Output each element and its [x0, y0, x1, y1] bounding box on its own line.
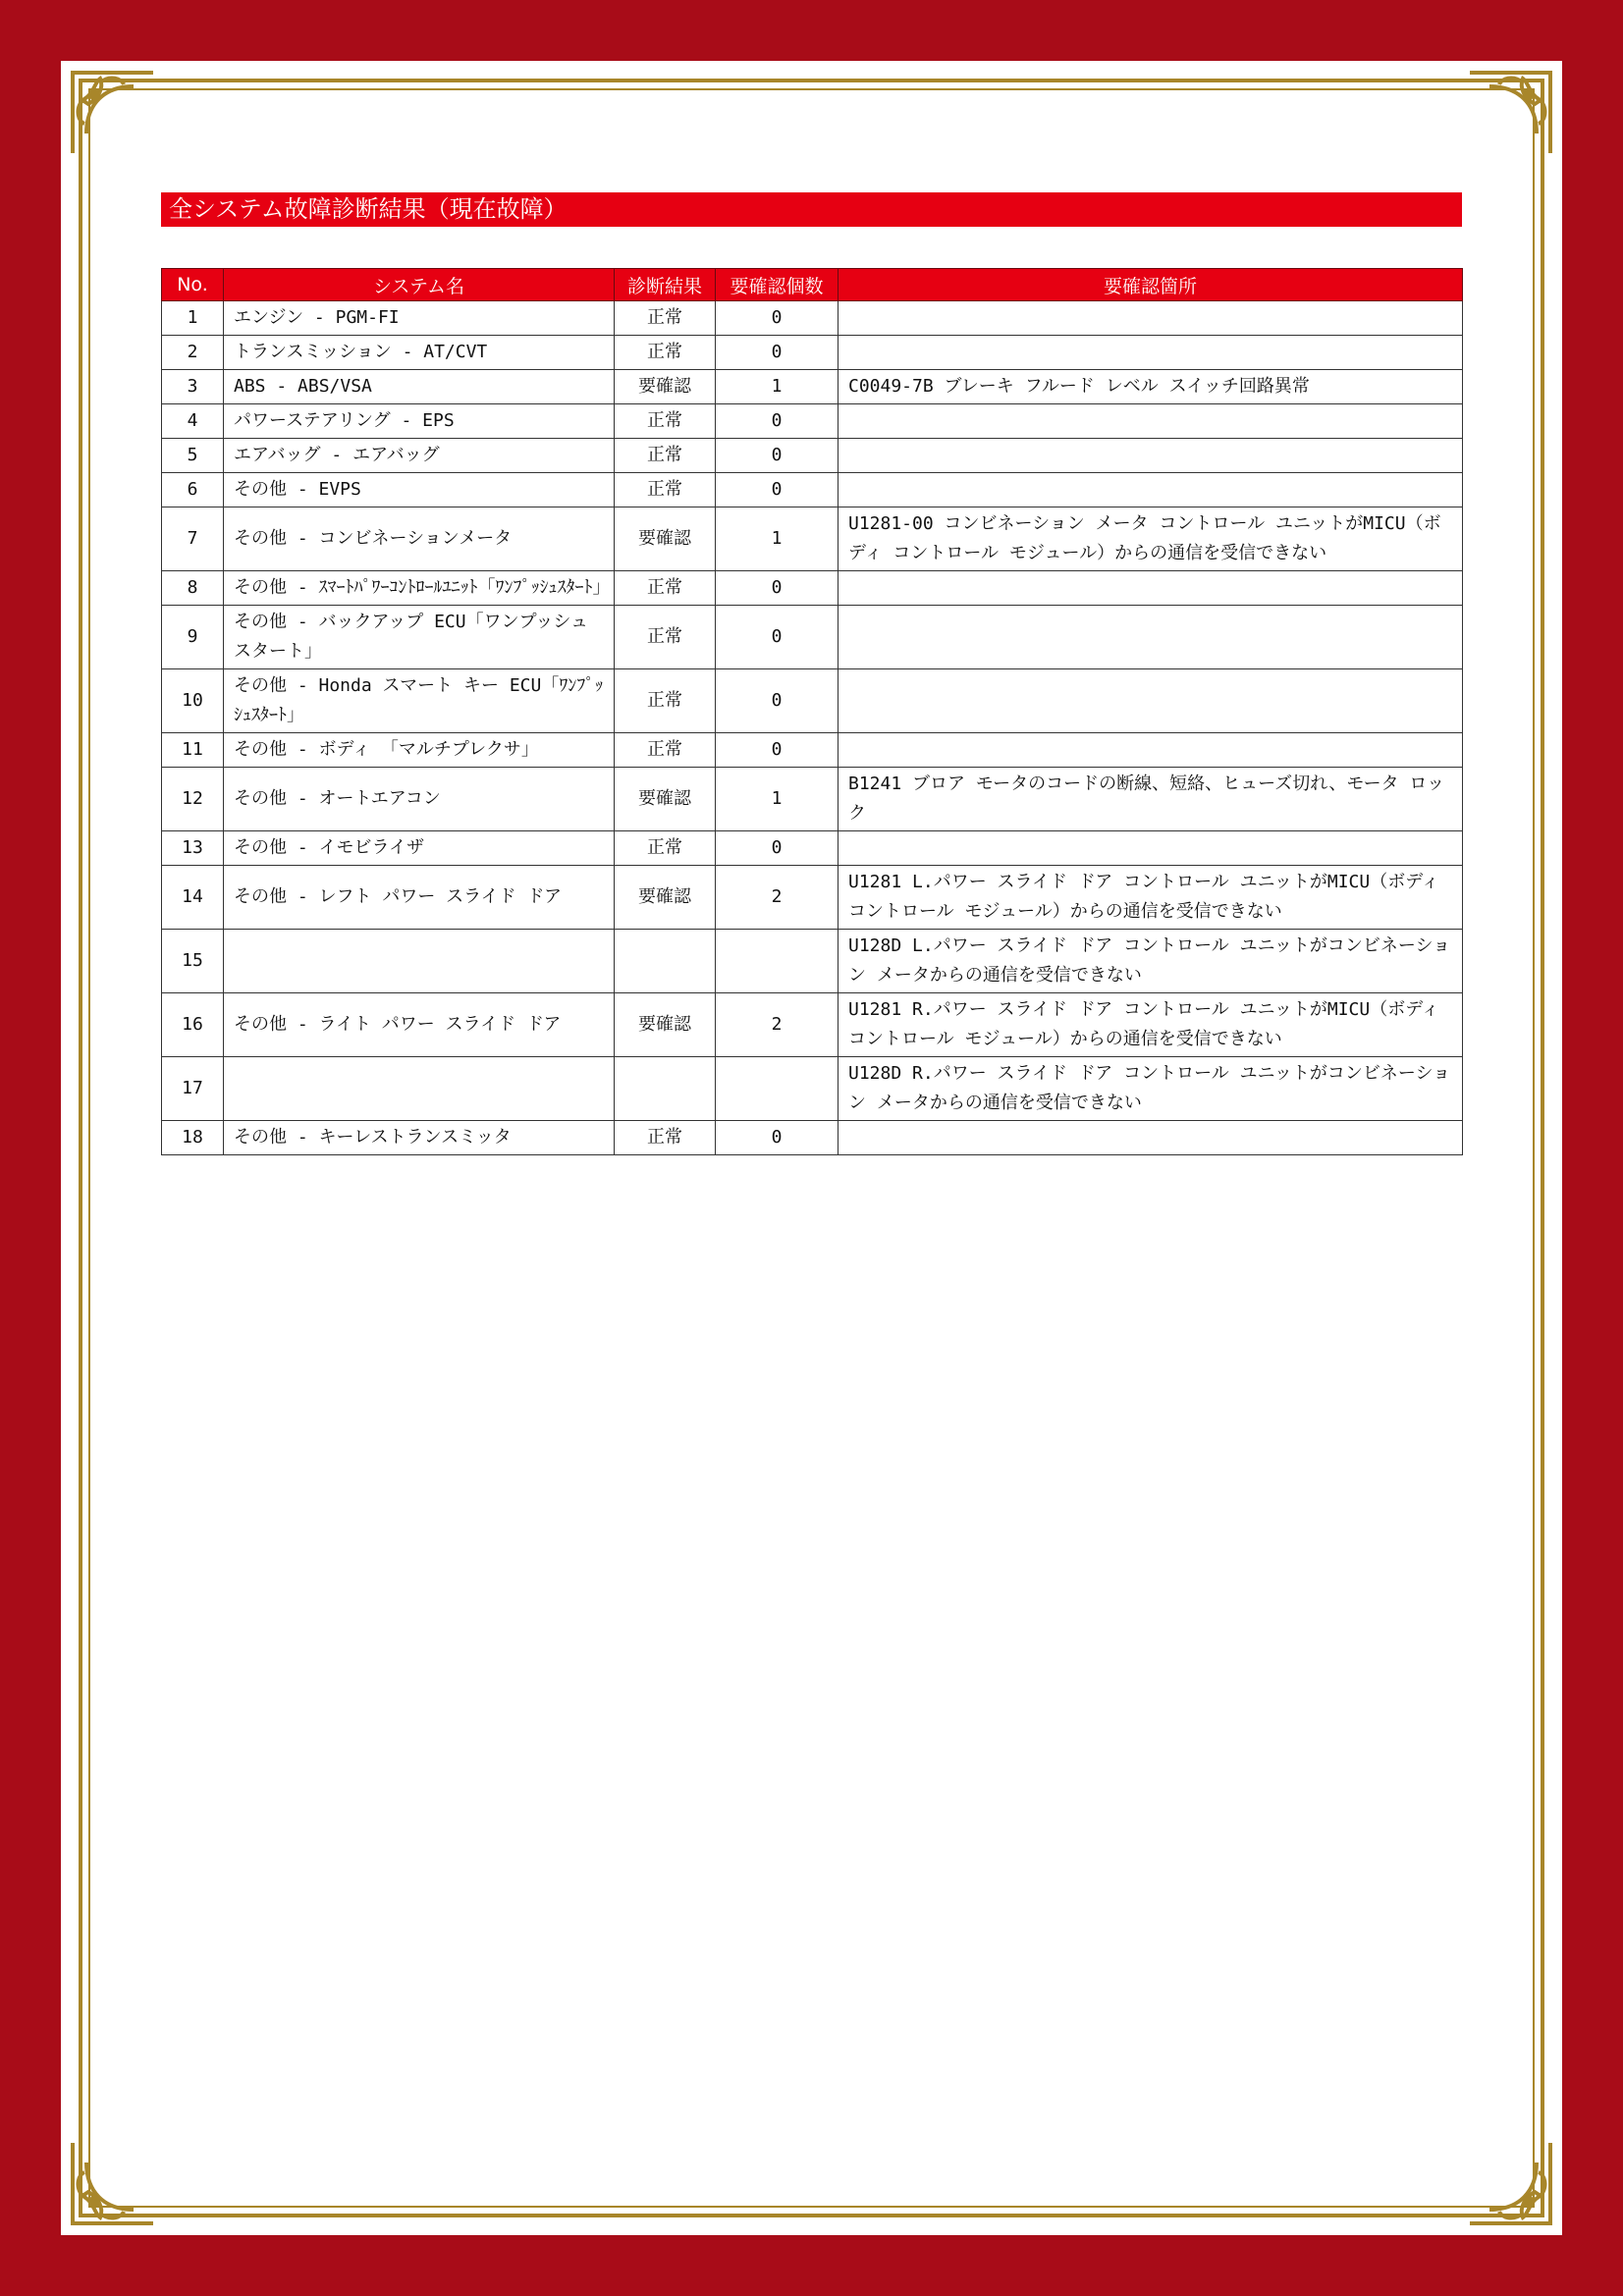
cell-detail	[839, 404, 1463, 439]
table-row	[162, 571, 1463, 606]
cell-result: 正常	[615, 439, 716, 473]
cell-system	[224, 1057, 615, 1121]
table-row	[162, 866, 1463, 930]
cell-system: その他 - イモビライザ	[224, 831, 615, 866]
cell-result: 正常	[615, 669, 716, 733]
cell-no: 11	[162, 733, 224, 768]
cell-no: 1	[162, 301, 224, 336]
table-row	[162, 930, 1463, 993]
cell-system: その他 - バックアップ ECU「ワンプッシュスタート」	[224, 606, 615, 669]
cell-result	[615, 930, 716, 993]
cell-count: 0	[716, 831, 839, 866]
cell-result: 要確認	[615, 507, 716, 571]
cell-count: 0	[716, 301, 839, 336]
cell-no: 18	[162, 1121, 224, 1155]
cell-count: 2	[716, 866, 839, 930]
cell-result	[615, 1057, 716, 1121]
table-header-row	[162, 269, 1463, 301]
cell-result: 要確認	[615, 866, 716, 930]
cell-result: 正常	[615, 301, 716, 336]
corner-ornament-icon	[1464, 2137, 1558, 2231]
corner-ornament-icon	[1464, 65, 1558, 159]
cell-detail	[839, 606, 1463, 669]
cell-detail: C0049-7B ブレーキ フルード レベル スイッチ回路異常	[839, 370, 1463, 404]
cell-count: 0	[716, 606, 839, 669]
table-row	[162, 993, 1463, 1057]
cell-count: 0	[716, 733, 839, 768]
cell-result: 正常	[615, 606, 716, 669]
report-page	[61, 61, 1562, 2235]
cell-system: トランスミッション - AT/CVT	[224, 336, 615, 370]
corner-ornament-icon	[65, 65, 159, 159]
cell-result: 正常	[615, 733, 716, 768]
table-row	[162, 1121, 1463, 1155]
cell-result: 正常	[615, 404, 716, 439]
corner-ornament-icon	[65, 2137, 159, 2231]
cell-no: 16	[162, 993, 224, 1057]
cell-system: その他 - EVPS	[224, 473, 615, 507]
cell-system	[224, 930, 615, 993]
table-row	[162, 336, 1463, 370]
cell-count	[716, 930, 839, 993]
cell-count: 2	[716, 993, 839, 1057]
cell-detail	[839, 1121, 1463, 1155]
cell-count: 0	[716, 336, 839, 370]
cell-detail: U128D L.パワー スライド ドア コントロール ユニットがコンビネーション メータからの通信を受信できない	[839, 930, 1463, 993]
cell-result: 正常	[615, 831, 716, 866]
cell-count: 0	[716, 1121, 839, 1155]
cell-count: 1	[716, 507, 839, 571]
cell-system: パワーステアリング - EPS	[224, 404, 615, 439]
cell-detail	[839, 669, 1463, 733]
cell-no: 13	[162, 831, 224, 866]
table-row	[162, 301, 1463, 336]
header-system-name: システム名	[224, 269, 615, 301]
cell-count: 0	[716, 404, 839, 439]
table-row	[162, 439, 1463, 473]
header-no: No.	[162, 269, 224, 301]
cell-no: 7	[162, 507, 224, 571]
cell-no: 5	[162, 439, 224, 473]
cell-result: 要確認	[615, 768, 716, 831]
cell-system: ABS - ABS/VSA	[224, 370, 615, 404]
cell-count: 0	[716, 571, 839, 606]
cell-detail	[839, 571, 1463, 606]
cell-system: その他 - ボディ 「マルチプレクサ」	[224, 733, 615, 768]
cell-detail: U1281 R.パワー スライド ドア コントロール ユニットがMICU（ボディ コントロール モジュール）からの通信を受信できない	[839, 993, 1463, 1057]
table-row	[162, 606, 1463, 669]
cell-no: 8	[162, 571, 224, 606]
cell-count: 1	[716, 370, 839, 404]
report-title: 全システム故障診断結果（現在故障）	[161, 192, 1462, 227]
header-result: 診断結果	[615, 269, 716, 301]
cell-system: その他 - コンビネーションメータ	[224, 507, 615, 571]
cell-system: その他 - ライト パワー スライド ドア	[224, 993, 615, 1057]
table-row	[162, 473, 1463, 507]
cell-no: 12	[162, 768, 224, 831]
cell-no: 2	[162, 336, 224, 370]
cell-detail	[839, 473, 1463, 507]
table-row	[162, 733, 1463, 768]
cell-detail: B1241 ブロア モータのコードの断線、短絡、ヒューズ切れ、モータ ロック	[839, 768, 1463, 831]
table-row	[162, 507, 1463, 571]
cell-count: 1	[716, 768, 839, 831]
cell-detail	[839, 439, 1463, 473]
table-row	[162, 404, 1463, 439]
cell-detail	[839, 336, 1463, 370]
cell-no: 3	[162, 370, 224, 404]
cell-result: 正常	[615, 1121, 716, 1155]
cell-no: 9	[162, 606, 224, 669]
cell-result: 正常	[615, 336, 716, 370]
cell-result: 要確認	[615, 370, 716, 404]
table-row	[162, 831, 1463, 866]
cell-count: 0	[716, 473, 839, 507]
cell-no: 10	[162, 669, 224, 733]
cell-no: 14	[162, 866, 224, 930]
table-row	[162, 669, 1463, 733]
cell-system: その他 - オートエアコン	[224, 768, 615, 831]
cell-detail: U1281-00 コンビネーション メータ コントロール ユニットがMICU（ボディ コントロール モジュール）からの通信を受信できない	[839, 507, 1463, 571]
cell-system: エアバッグ - エアバッグ	[224, 439, 615, 473]
cell-result: 正常	[615, 473, 716, 507]
cell-detail	[839, 831, 1463, 866]
cell-count: 0	[716, 669, 839, 733]
cell-system: その他 - キーレストランスミッタ	[224, 1121, 615, 1155]
cell-count: 0	[716, 439, 839, 473]
cell-count	[716, 1057, 839, 1121]
table-row	[162, 1057, 1463, 1121]
table-row	[162, 370, 1463, 404]
header-count: 要確認個数	[716, 269, 839, 301]
cell-system: その他 - Honda スマート キー ECU「ﾜﾝﾌﾟｯｼｭｽﾀｰﾄ」	[224, 669, 615, 733]
cell-system: その他 - ｽﾏｰﾄﾊﾟﾜｰｺﾝﾄﾛｰﾙﾕﾆｯﾄ「ﾜﾝﾌﾟｯｼｭｽﾀｰﾄ」	[224, 571, 615, 606]
cell-detail	[839, 733, 1463, 768]
cell-result: 正常	[615, 571, 716, 606]
diagnosis-table	[161, 268, 1463, 1155]
cell-no: 17	[162, 1057, 224, 1121]
cell-no: 15	[162, 930, 224, 993]
cell-detail: U1281 L.パワー スライド ドア コントロール ユニットがMICU（ボディ コントロール モジュール）からの通信を受信できない	[839, 866, 1463, 930]
cell-no: 6	[162, 473, 224, 507]
header-detail: 要確認箇所	[839, 269, 1463, 301]
cell-system: エンジン - PGM-FI	[224, 301, 615, 336]
cell-detail	[839, 301, 1463, 336]
cell-no: 4	[162, 404, 224, 439]
table-row	[162, 768, 1463, 831]
cell-system: その他 - レフト パワー スライド ドア	[224, 866, 615, 930]
cell-detail: U128D R.パワー スライド ドア コントロール ユニットがコンビネーション メータからの通信を受信できない	[839, 1057, 1463, 1121]
cell-result: 要確認	[615, 993, 716, 1057]
